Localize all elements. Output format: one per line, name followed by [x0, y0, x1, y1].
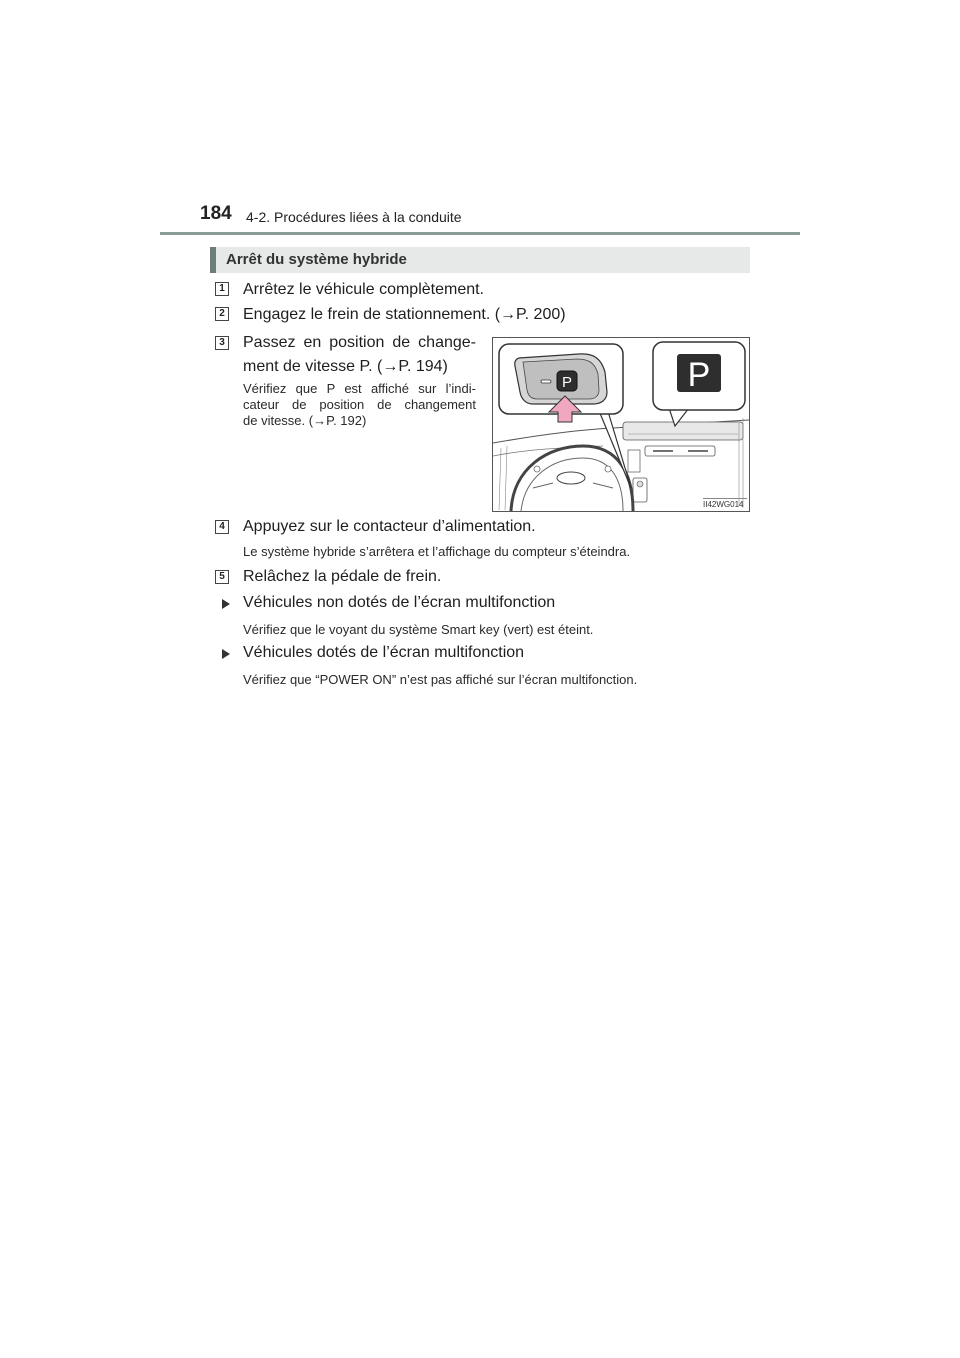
indicator-p-letter: P — [687, 356, 711, 394]
section-title: Arrêt du système hybride — [226, 251, 407, 268]
illustration-code: II42WG014 — [703, 500, 744, 509]
shift-p-letter: P — [561, 374, 573, 391]
step-1-text: Arrêtez le véhicule complètement. — [243, 281, 484, 298]
step-4-text: Appuyez sur le contacteur d’alimentation. — [243, 518, 536, 535]
step-3-badge: 3 — [215, 336, 229, 350]
section-banner — [210, 247, 750, 273]
step-2-text: Engagez le frein de stationnement. (→P. 200) — [243, 306, 566, 323]
step-4-badge: 4 — [215, 520, 229, 534]
dashboard-drawing — [493, 338, 749, 511]
bullet-2-text: Véhicules dotés de l’écran multifonction — [243, 644, 525, 661]
step-3-text-line1: Passez en position de change- — [243, 334, 476, 351]
step-3-note-line3: de vitesse. (→P. 192) — [243, 413, 367, 428]
bullet-1-text: Véhicules non dotés de l’écran multifonction — [243, 594, 556, 611]
bullet-arrow-icon — [222, 599, 230, 609]
bullet-1-note: Vérifiez que le voyant du système Smart key (vert) est éteint. — [243, 622, 594, 637]
step-3-text-line2: ment de vitesse P. (→P. 194) — [243, 358, 448, 375]
step-3-note-line1: Vérifiez que P est affiché sur l’indi- — [243, 381, 476, 396]
bullet-2-note: Vérifiez que “POWER ON” n’est pas affiché sur l’écran multifonction. — [243, 672, 638, 687]
header-divider — [160, 232, 800, 235]
bullet-arrow-icon — [222, 649, 230, 659]
step-1-badge: 1 — [215, 282, 229, 296]
step-5-text: Relâchez la pédale de frein. — [243, 568, 442, 585]
shift-illustration — [492, 337, 750, 512]
step-4-note: Le système hybride s’arrêtera et l’affichage du compteur s’éteindra. — [243, 544, 631, 559]
step-5-badge: 5 — [215, 570, 229, 584]
page-number: 184 — [200, 203, 232, 224]
step-3-note-line2: cateur de position de changement — [243, 397, 476, 412]
step-2-badge: 2 — [215, 307, 229, 321]
chapter-title: 4-2. Procédures liées à la conduite — [246, 209, 462, 225]
